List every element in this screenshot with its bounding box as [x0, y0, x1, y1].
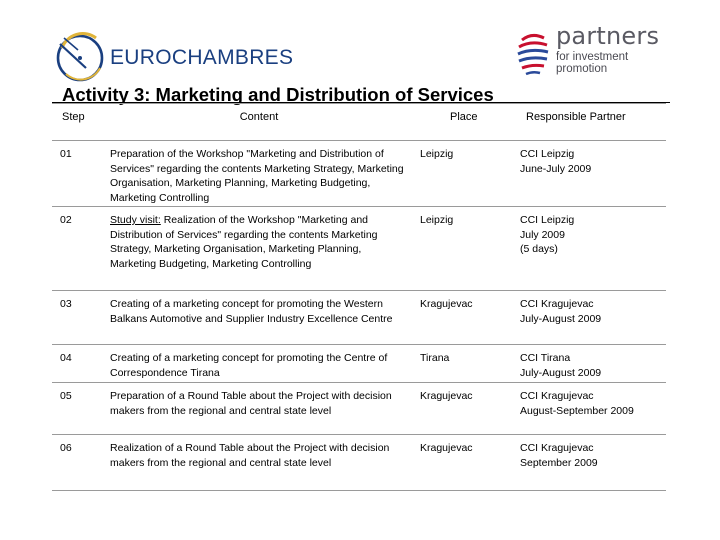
header-content: Content [104, 104, 414, 141]
content-cell [104, 435, 414, 491]
content-text: Preparation of a Round Table about the Project with decision makers from the regional and central state level [110, 390, 392, 417]
header-place: Place [414, 104, 514, 141]
place-cell: Kragujevac [414, 435, 514, 491]
content-prefix: Study visit: [110, 214, 161, 226]
partner-line: July-August 2009 [520, 312, 602, 325]
partner-cell [514, 291, 666, 345]
partner-line: CCI Leipzig [520, 214, 575, 226]
partners-wordmark: partners [556, 22, 660, 50]
eurochambres-emblem-icon [56, 26, 112, 88]
step-cell: 04 [52, 345, 104, 383]
partner-line: CCI Kragujevac [520, 442, 594, 454]
partner-line: August-September 2009 [520, 404, 634, 417]
place-cell: Leipzig [414, 207, 514, 291]
step-cell: 02 [52, 207, 104, 291]
partner-line: September 2009 [520, 456, 598, 469]
step-cell: 03 [52, 291, 104, 345]
header-step: Step [52, 104, 104, 141]
partner-line: July 2009 [520, 228, 565, 241]
content-text: Creating of a marketing concept for promoting the Western Balkans Automotive and Supplier Industry Excellence Centre [110, 298, 393, 325]
partner-cell [514, 435, 666, 491]
place-cell: Kragujevac [414, 291, 514, 345]
partner-cell [514, 345, 666, 383]
table-row [52, 435, 666, 491]
content-cell [104, 207, 414, 291]
table-row [52, 207, 666, 291]
eurochambres-logo [56, 26, 294, 88]
partner-line: CCI Leipzig [520, 148, 575, 160]
page-title: Activity 3: Marketing and Distribution of Services [62, 84, 494, 105]
partner-line: July-August 2009 [520, 366, 602, 379]
partner-line: (5 days) [520, 243, 558, 255]
table-header-row [52, 104, 666, 141]
partner-line: CCI Kragujevac [520, 390, 594, 402]
table-row [52, 291, 666, 345]
partner-line: CCI Tirana [520, 352, 571, 364]
partner-cell [514, 141, 666, 207]
partners-logo [514, 24, 664, 88]
partner-cell [514, 207, 666, 291]
partners-subtitle-line: promotion [556, 63, 608, 75]
content-cell [104, 383, 414, 435]
content-cell [104, 291, 414, 345]
eurochambres-wordmark: EUROCHAMBRES [110, 46, 294, 69]
step-cell: 05 [52, 383, 104, 435]
partner-line: CCI Kragujevac [520, 298, 594, 310]
content-text: Realization of the Workshop "Marketing and Distribution of Services" regarding the contents Marketing Strategy, Marketing Organisation, Marketing Planning, Marketing Budgeting, Marketing Controlling [110, 214, 378, 270]
table-row [52, 345, 666, 383]
content-text: Preparation of the Workshop "Marketing and Distribution of Services" regarding the contents Marketing Strategy, Marketing Organisation, Marketing Planning, Marketing Budgeting, Marketing Controlling [110, 148, 404, 204]
partners-subtitle-line: for investment [556, 51, 629, 63]
place-cell: Leipzig [414, 141, 514, 207]
place-cell: Tirana [414, 345, 514, 383]
partners-emblem-icon [514, 30, 552, 80]
partner-line: June-July 2009 [520, 162, 592, 175]
table-row [52, 383, 666, 435]
content-cell [104, 141, 414, 207]
table-row [52, 141, 666, 207]
content-text: Realization of a Round Table about the Project with decision makers from the regional and central state level [110, 442, 390, 469]
place-cell: Kragujevac [414, 383, 514, 435]
step-cell: 06 [52, 435, 104, 491]
partners-subtitle [556, 51, 676, 75]
content-cell [104, 345, 414, 383]
content-text: Creating of a marketing concept for promoting the Centre of Correspondence Tirana [110, 352, 388, 379]
partner-cell [514, 383, 666, 435]
header-partner: Responsible Partner [514, 104, 666, 141]
step-cell: 01 [52, 141, 104, 207]
activity-table [52, 103, 666, 491]
